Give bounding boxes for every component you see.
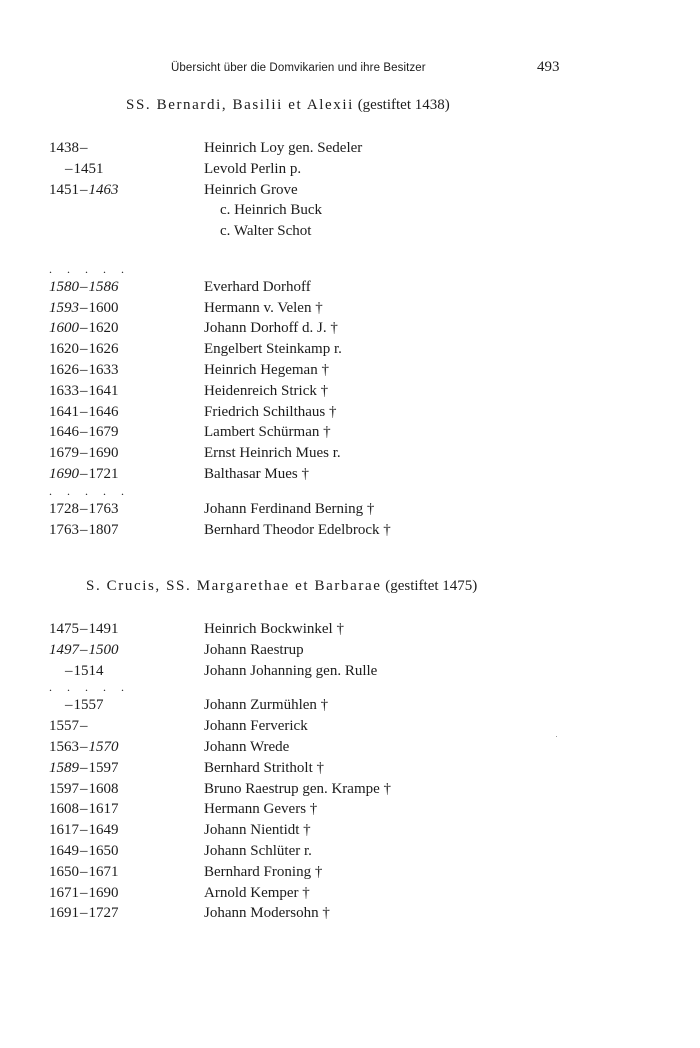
end-year: 1721: [88, 465, 119, 482]
end-year: 1641: [88, 382, 119, 399]
year-range: 1649–1650: [49, 842, 119, 859]
list-row: [0, 883, 700, 904]
end-year: 1650: [88, 842, 119, 859]
year-range: 1593–1600: [49, 299, 119, 316]
start-year: 1593: [49, 299, 79, 316]
start-year: 1620: [49, 341, 79, 358]
end-year: 1608: [88, 780, 119, 797]
vicar-name: Arnold Kemper †: [204, 884, 310, 901]
list-row: [0, 737, 700, 758]
list-row: [0, 180, 700, 201]
end-year: 1586: [88, 278, 119, 295]
list-row: [0, 485, 700, 499]
start-year: 1563: [49, 738, 79, 755]
start-year: 1671: [49, 884, 79, 901]
list-row: [0, 138, 700, 159]
list-row: [0, 381, 700, 402]
vicar-name: Johann Ferverick: [204, 718, 308, 735]
start-year: 1641: [49, 403, 79, 420]
year-range: 1497–1500: [49, 641, 119, 658]
year-range: 1690–1721: [49, 465, 119, 482]
end-year: 1690: [88, 884, 119, 901]
section-heading-founded: (gestiftet 1438): [357, 97, 450, 113]
list-row: [0, 820, 700, 841]
vicar-name: Johann Modersohn †: [204, 905, 330, 922]
section-heading-title: SS. Bernardi, Basilii et Alexii: [126, 97, 354, 113]
list-row: [0, 640, 700, 661]
vicar-list-bernardi: [0, 138, 700, 540]
vicar-name: Bernhard Stritholt †: [204, 759, 324, 776]
year-range: 1589–1597: [49, 759, 119, 776]
list-row: [0, 716, 700, 737]
end-year: 1671: [88, 863, 119, 880]
list-row: [0, 862, 700, 883]
vicar-name: Bruno Raestrup gen. Krampe †: [204, 780, 392, 797]
vicar-name: Johann Johanning gen. Rulle: [204, 662, 378, 679]
list-row: [0, 318, 700, 339]
end-year: 1679: [88, 424, 119, 441]
year-range: –1514: [65, 662, 104, 679]
year-range: 1451–1463: [49, 181, 119, 198]
year-range: 1641–1646: [49, 403, 119, 420]
start-year: 1691: [49, 905, 79, 922]
year-range: 1608–1617: [49, 801, 119, 818]
list-row: [0, 443, 700, 464]
start-year: 1617: [49, 822, 79, 839]
year-range: 1633–1641: [49, 382, 119, 399]
list-row: [0, 159, 700, 180]
start-year: 1646: [49, 424, 79, 441]
vicar-list-crucis: [0, 619, 700, 924]
list-row: [0, 277, 700, 298]
ellipsis-marker: . . . . .: [49, 483, 130, 498]
list-row: [0, 200, 700, 221]
ellipsis-marker: . . . . .: [49, 680, 130, 695]
running-title: Übersicht über die Domvikarien und ihre Besitzer: [171, 62, 426, 74]
vicar-name: Johann Ferdinand Berning †: [204, 500, 375, 517]
list-row: [0, 339, 700, 360]
end-year: 1500: [88, 641, 119, 658]
section-heading-bernardi: [0, 97, 700, 114]
start-year: 1679: [49, 445, 79, 462]
vicar-name: Heidenreich Strick †: [204, 382, 329, 399]
vicar-name: Everhard Dorhoff: [204, 278, 311, 295]
vicar-name: Heinrich Grove: [204, 181, 298, 198]
year-range: 1646–1679: [49, 424, 119, 441]
year-range: 1691–1727: [49, 905, 119, 922]
vicar-name: Johann Nientidt †: [204, 822, 311, 839]
year-range: 1475–1491: [49, 621, 119, 637]
start-year: 1690: [49, 465, 79, 482]
start-year: 1557: [49, 718, 79, 735]
vicar-name: Johann Schlüter r.: [204, 842, 312, 859]
vicar-name: Hermann v. Velen †: [204, 299, 323, 316]
year-range: 1557–: [49, 718, 88, 735]
vicar-name: Heinrich Loy gen. Sedeler: [204, 140, 363, 156]
start-year: 1597: [49, 780, 79, 797]
vicar-name: Hermann Gevers †: [204, 801, 318, 818]
list-row: [0, 298, 700, 319]
year-range: 1728–1763: [49, 500, 119, 517]
start-year: 1438: [49, 140, 79, 156]
end-year: 1626: [88, 341, 119, 358]
vicar-name: Bernhard Froning †: [204, 863, 323, 880]
start-year: 1589: [49, 759, 79, 776]
start-year: 1649: [49, 842, 79, 859]
section-heading-title: S. Crucis, SS. Margarethae et Barbarae: [86, 578, 382, 594]
end-year: 1463: [88, 181, 119, 198]
year-range: 1620–1626: [49, 341, 119, 358]
year-range: 1679–1690: [49, 445, 119, 462]
list-row: [0, 221, 700, 242]
list-row: [0, 499, 700, 520]
section-heading-founded: (gestiftet 1475): [385, 578, 478, 594]
list-row: [0, 799, 700, 820]
vicar-name: Lambert Schürman †: [204, 424, 331, 441]
start-year: 1728: [49, 500, 79, 517]
start-year: 1763: [49, 521, 79, 538]
list-row: [0, 360, 700, 381]
list-row: [0, 695, 700, 716]
vicar-name: c. Heinrich Buck: [220, 202, 323, 219]
end-year: 1807: [88, 521, 119, 538]
vicar-name: Bernhard Theodor Edelbrock †: [204, 521, 391, 538]
list-row: [0, 758, 700, 779]
end-year: 1763: [88, 500, 119, 517]
start-year: 1608: [49, 801, 79, 818]
vicar-name: Johann Raestrup: [204, 641, 304, 658]
list-row: [0, 402, 700, 423]
year-range: 1597–1608: [49, 780, 119, 797]
year-range: 1580–1586: [49, 278, 119, 295]
vicar-name: Friedrich Schilthaus †: [204, 403, 337, 420]
page-header: [0, 59, 700, 80]
end-year: 1557: [73, 697, 104, 714]
vicar-name: Johann Wrede: [204, 738, 290, 755]
end-year: 1491: [88, 621, 119, 637]
year-range: 1671–1690: [49, 884, 119, 901]
vicar-name: Heinrich Bockwinkel †: [204, 621, 344, 637]
end-year: 1451: [73, 160, 104, 177]
year-range: –1451: [65, 160, 104, 177]
end-year: 1633: [88, 361, 119, 378]
vicar-name: Balthasar Mues †: [204, 465, 309, 482]
vicar-name: Ernst Heinrich Mues r.: [204, 445, 341, 462]
list-row: [0, 520, 700, 541]
end-year: 1727: [88, 905, 119, 922]
list-row: [0, 841, 700, 862]
end-year: 1617: [88, 801, 119, 818]
vicar-name: Johann Dorhoff d. J. †: [204, 320, 338, 337]
start-year: 1580: [49, 278, 79, 295]
year-range: 1600–1620: [49, 320, 119, 337]
list-row: [0, 681, 700, 695]
start-year: 1475: [49, 621, 79, 637]
vicar-name: Heinrich Hegeman †: [204, 361, 329, 378]
start-year: 1497: [49, 641, 79, 658]
list-row: [0, 422, 700, 443]
ellipsis-marker: . . . . .: [49, 261, 130, 276]
end-year: 1514: [73, 662, 104, 679]
start-year: 1626: [49, 361, 79, 378]
scan-speck: [556, 736, 557, 737]
year-range: 1438–: [49, 140, 88, 156]
vicar-name: Johann Zurmühlen †: [204, 697, 329, 714]
end-year: 1570: [88, 738, 119, 755]
start-year: 1600: [49, 320, 79, 337]
start-year: 1451: [49, 181, 79, 198]
section-heading-crucis: [0, 578, 700, 595]
list-row: [0, 779, 700, 800]
year-range: 1626–1633: [49, 361, 119, 378]
start-year: 1650: [49, 863, 79, 880]
start-year: 1633: [49, 382, 79, 399]
end-year: 1597: [88, 759, 119, 776]
page-number: 493: [537, 59, 560, 75]
year-range: 1763–1807: [49, 521, 119, 538]
vicar-name: Levold Perlin p.: [204, 160, 302, 177]
list-row: [0, 903, 700, 924]
end-year: 1646: [88, 403, 119, 420]
year-range: 1650–1671: [49, 863, 119, 880]
year-range: 1563–1570: [49, 738, 119, 755]
end-year: 1690: [88, 445, 119, 462]
vicar-name: c. Walter Schot: [220, 223, 312, 240]
vicar-name: Engelbert Steinkamp r.: [204, 341, 342, 358]
end-year: 1620: [88, 320, 119, 337]
year-range: 1617–1649: [49, 822, 119, 839]
end-year: 1600: [88, 299, 119, 316]
year-range: –1557: [65, 697, 104, 714]
list-row: [0, 619, 700, 640]
list-row: [0, 263, 700, 277]
end-year: 1649: [88, 822, 119, 839]
